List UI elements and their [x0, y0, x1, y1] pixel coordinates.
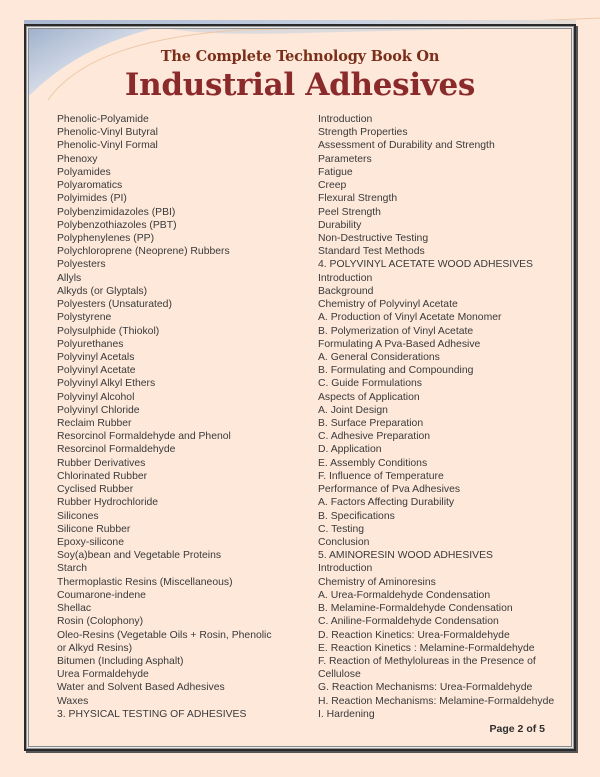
toc-entry: Rubber Hydrochloride [57, 497, 159, 509]
toc-entry: Polyvinyl Alcohol [57, 391, 135, 403]
page-indicator: Page 2 of 5 [489, 723, 545, 735]
toc-entry: Introduction [318, 272, 373, 284]
toc-entry: Allyls [57, 272, 82, 284]
toc-entry: Resorcinol Formaldehyde [57, 444, 176, 456]
toc-entry: Reclaim Rubber [57, 418, 132, 430]
toc-entry: B. Formulating and Compounding [318, 365, 474, 377]
toc-entry: H. Reaction Mechanisms: Melamine-Formaldehyde [318, 695, 555, 707]
toc-entry: Standard Test Methods [318, 246, 425, 258]
toc-entry: Silicone Rubber [57, 523, 131, 535]
toc-entry: Phenoxy [57, 153, 98, 165]
toc-entry: Polyvinyl Acetals [57, 351, 135, 363]
toc-entry: 3. PHYSICAL TESTING OF ADHESIVES [57, 708, 247, 720]
toc-entry: Polybenzothiazoles (PBT) [57, 219, 177, 231]
toc-entry: Soy(a)bean and Vegetable Proteins [57, 550, 222, 562]
toc-entry: Silicones [57, 510, 99, 522]
toc-entry: Polysulphide (Thiokol) [57, 325, 160, 337]
toc-entry: Polyvinyl Acetate [57, 365, 136, 377]
toc-entry: C. Aniline-Formaldehyde Condensation [318, 616, 499, 628]
toc-entry: Flexural Strength [318, 193, 398, 205]
toc-entry: E. Reaction Kinetics : Melamine-Formaldehyde [318, 642, 535, 654]
toc-entry: C. Guide Formulations [318, 378, 422, 390]
toc-entry: Chemistry of Polyvinyl Acetate [318, 299, 458, 311]
toc-entry: Oleo-Resins (Vegetable Oils + Rosin, Phenolic or Alkyd Resins) [57, 629, 272, 654]
toc-entry: Rubber Derivatives [57, 457, 146, 469]
toc-entry: Polychloroprene (Neoprene) Rubbers [57, 246, 230, 258]
toc-entry: I. Hardening [318, 708, 375, 720]
toc-entry: Waxes [57, 695, 89, 707]
toc-entry: Polystyrene [57, 312, 112, 324]
toc-entry: Epoxy-silicone [57, 537, 124, 548]
toc-entry: Bitumen (Including Asphalt) [57, 655, 184, 667]
contents-right-column [318, 113, 568, 721]
toc-entry: Polyesters (Unsaturated) [57, 299, 172, 311]
toc-entry: A. Joint Design [318, 404, 388, 416]
toc-entry: Introduction [318, 114, 373, 125]
toc-entry: Resorcinol Formaldehyde and Phenol [57, 431, 231, 443]
toc-entry: Durability [318, 219, 362, 231]
toc-entry: Polyurethanes [57, 338, 124, 350]
toc-entry: Polyvinyl Alkyl Ethers [57, 378, 156, 390]
toc-entry: B. Melamine-Formaldehyde Condensation [318, 603, 513, 615]
toc-entry: Background [318, 285, 374, 297]
toc-entry: Polyaromatics [57, 180, 123, 192]
toc-entry: Polyimides (PI) [57, 193, 127, 205]
toc-entry: Formulating A Pva-Based Adhesive [318, 338, 481, 350]
toc-entry: Creep [318, 180, 347, 192]
toc-entry: Non-Destructive Testing [318, 232, 429, 244]
toc-entry: Strength Properties [318, 127, 408, 139]
toc-entry: A. General Considerations [318, 351, 440, 363]
toc-entry: A. Production of Vinyl Acetate Monomer [318, 312, 502, 324]
toc-entry: 5. AMINORESIN WOOD ADHESIVES [318, 550, 493, 562]
toc-entry: Polybenzimidazoles (PBI) [57, 206, 176, 218]
book-title: Industrial Adhesives [124, 67, 476, 103]
toc-entry: F. Reaction of Methylolureas in the Presence of Cellulose [318, 655, 536, 681]
toc-entry: Aspects of Application [318, 391, 420, 403]
toc-entry: B. Polymerization of Vinyl Acetate [318, 325, 474, 337]
toc-entry: B. Specifications [318, 510, 395, 522]
toc-entry: Thermoplastic Resins (Miscellaneous) [57, 576, 233, 588]
toc-entry: Assessment of Durability and Strength [318, 140, 495, 152]
toc-entry: Chemistry of Aminoresins [318, 576, 436, 588]
toc-entry: Phenolic-Polyamide [57, 114, 149, 125]
toc-entry: Polyphenylenes (PP) [57, 232, 155, 244]
toc-entry: Water and Solvent Based Adhesives [57, 682, 225, 694]
toc-entry: Starch [57, 563, 88, 575]
toc-entry: Polyvinyl Chloride [57, 404, 140, 416]
toc-entry: B. Surface Preparation [318, 418, 424, 430]
toc-entry: A. Factors Affecting Durability [318, 497, 455, 509]
toc-entry: G. Reaction Mechanisms: Urea-Formaldehyde [318, 682, 533, 694]
toc-entry: Chlorinated Rubber [57, 470, 148, 482]
toc-entry: Urea Formaldehyde [57, 669, 149, 681]
toc-entry: Introduction [318, 563, 373, 575]
contents-left-column [57, 113, 297, 721]
toc-entry: Alkyds (or Glyptals) [57, 285, 148, 297]
toc-entry: F. Influence of Temperature [318, 470, 444, 482]
toc-entry: Rosin (Colophony) [57, 616, 144, 628]
toc-entry: C. Adhesive Preparation [318, 431, 431, 443]
toc-entry: D. Application [318, 444, 382, 456]
toc-entry: A. Urea-Formaldehyde Condensation [318, 589, 491, 601]
toc-entry: Performance of Pva Adhesives [318, 484, 461, 496]
toc-entry: Coumarone-indene [57, 589, 146, 601]
toc-entry: Phenolic-Vinyl Butyral [57, 127, 158, 139]
toc-entry: Fatigue [318, 166, 353, 178]
toc-entry: Polyamides [57, 166, 111, 178]
toc-entry: 4. POLYVINYL ACETATE WOOD ADHESIVES [318, 259, 533, 271]
toc-entry: C. Testing [318, 523, 365, 535]
toc-entry: Conclusion [318, 537, 370, 548]
toc-entry: Shellac [57, 603, 92, 615]
toc-entry: Phenolic-Vinyl Formal [57, 140, 158, 152]
toc-entry: Cyclised Rubber [57, 484, 134, 496]
toc-entry: Parameters [318, 153, 372, 165]
toc-entry: Peel Strength [318, 206, 381, 218]
toc-entry: Polyesters [57, 259, 106, 271]
toc-entry: D. Reaction Kinetics: Urea-Formaldehyde [318, 629, 510, 641]
book-subtitle: The Complete Technology Book On [160, 48, 440, 65]
toc-entry: E. Assembly Conditions [318, 457, 428, 469]
